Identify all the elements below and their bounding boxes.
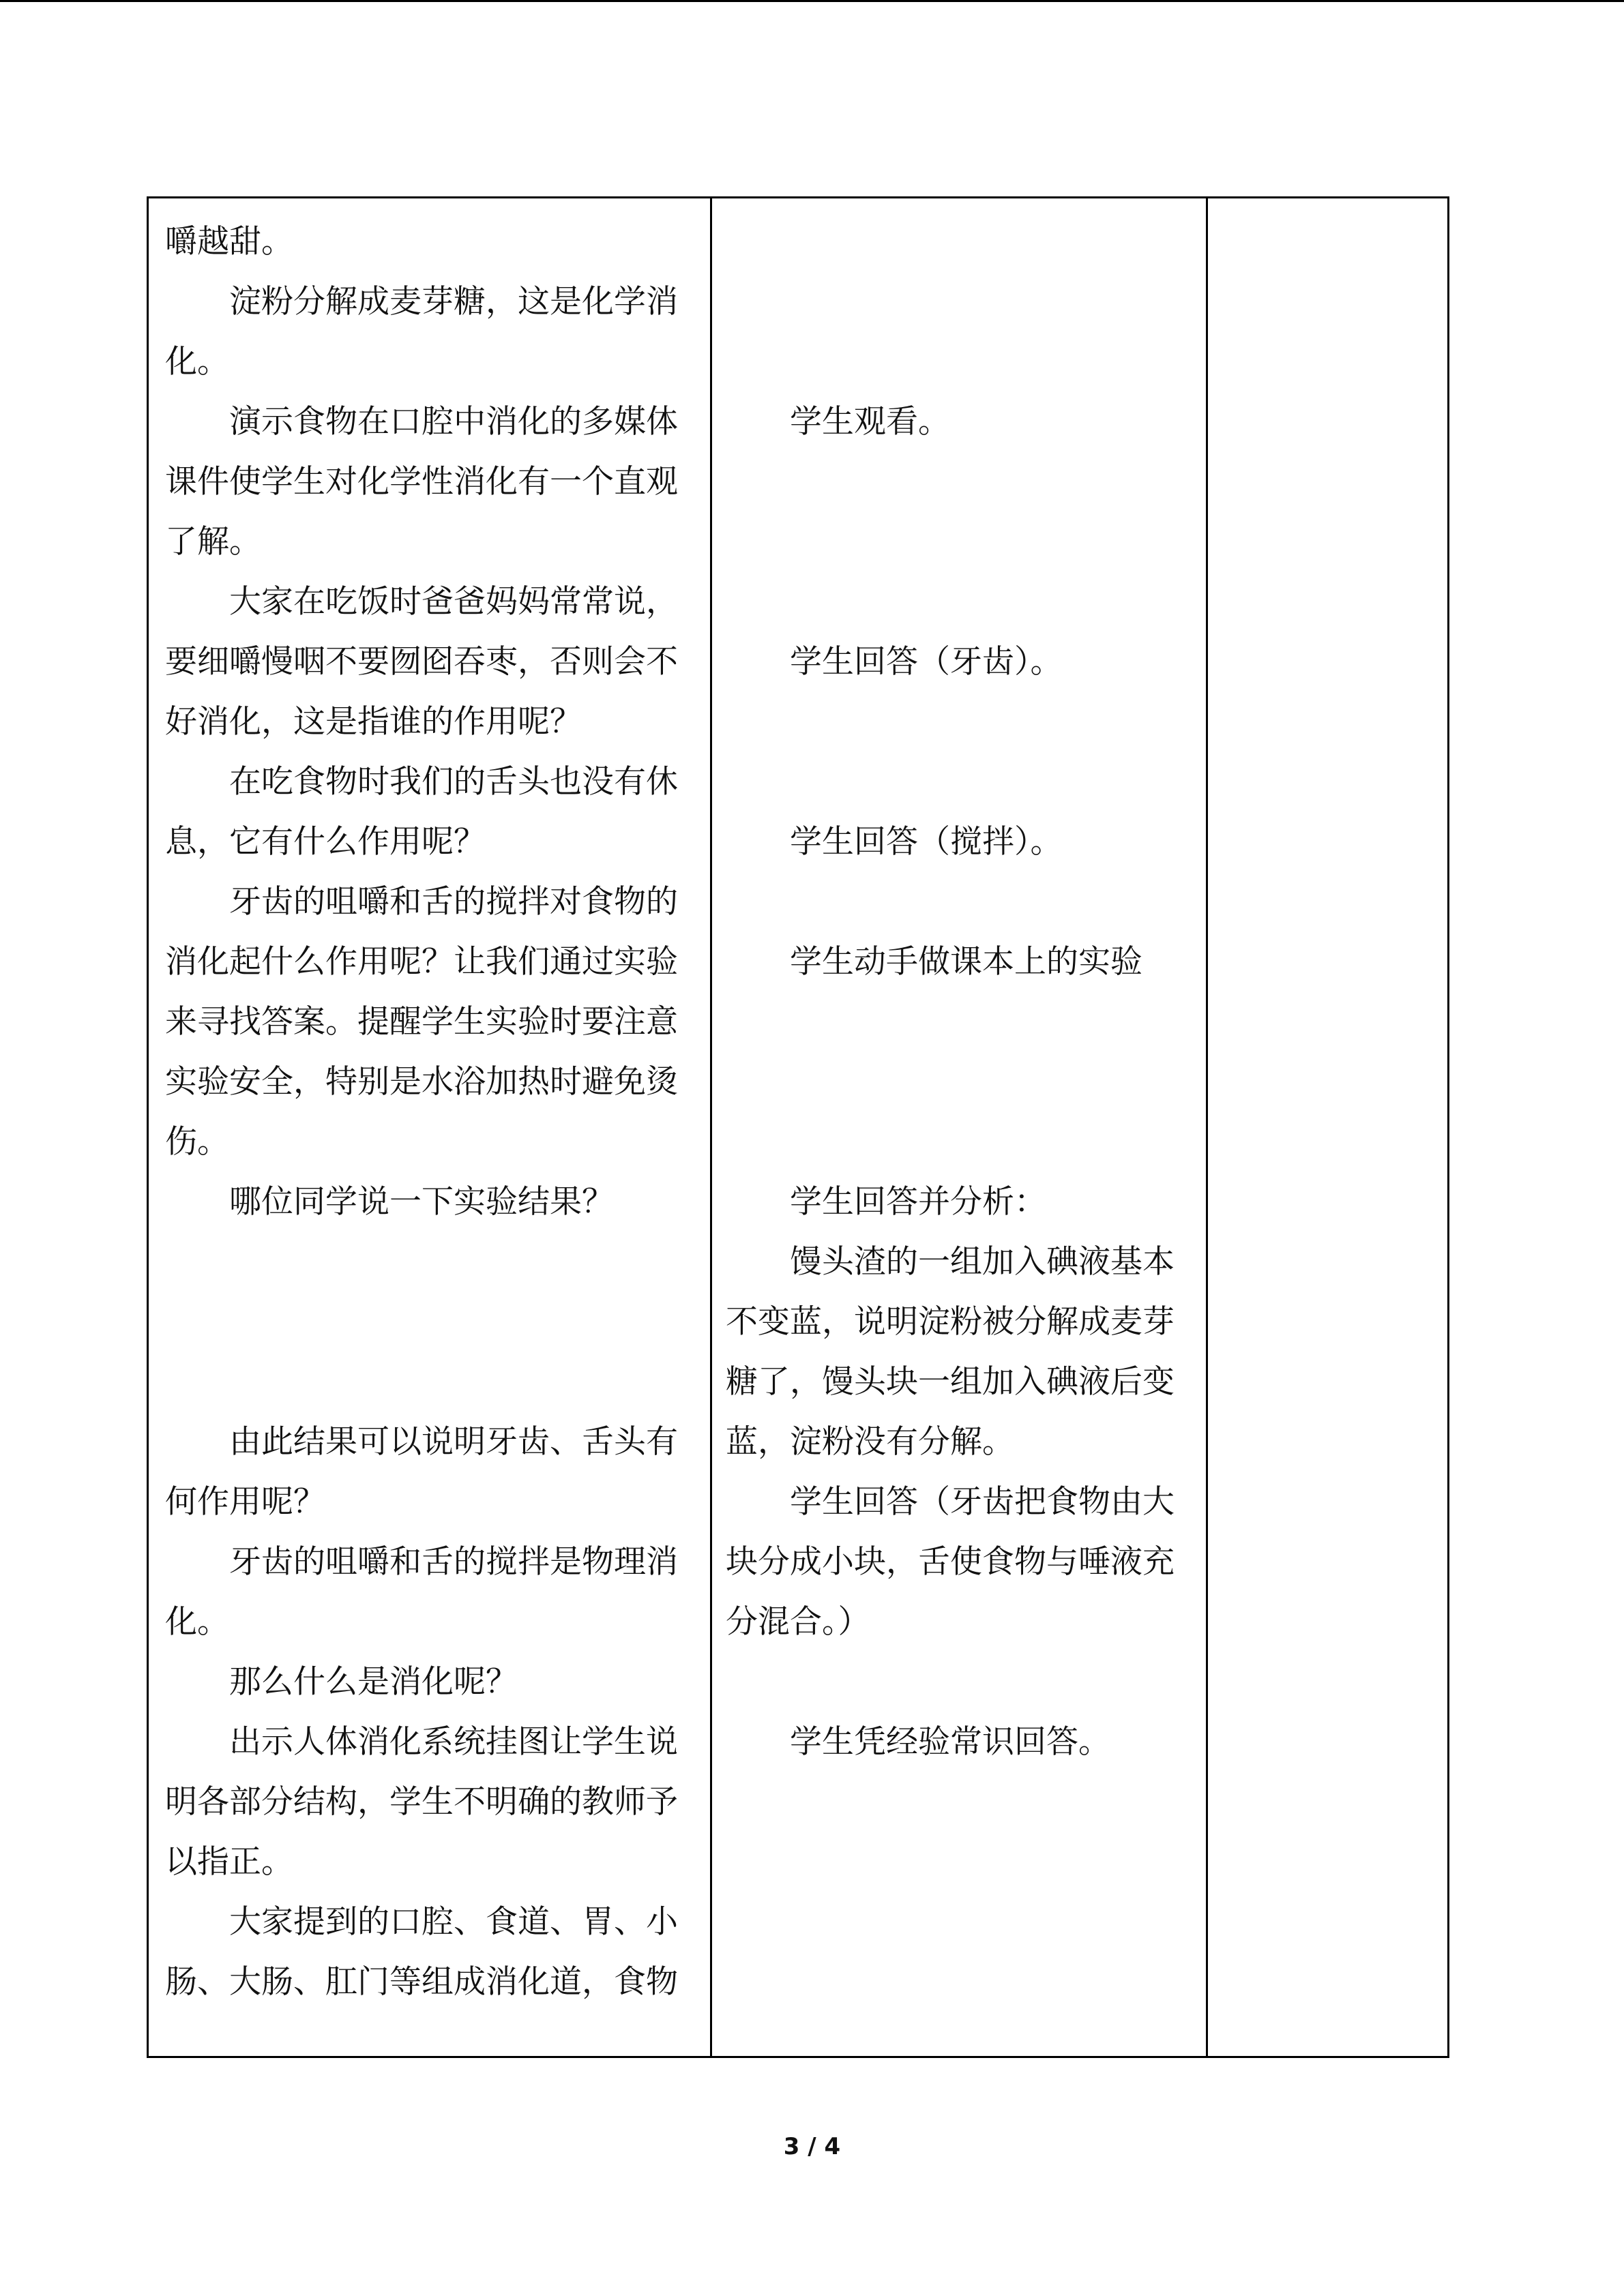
- text-line: 糖了，馒头块一组加入碘液后变: [726, 1363, 1175, 1401]
- page-top-border: [0, 0, 1624, 2]
- text-line: [726, 692, 1196, 752]
- text-line: [726, 1652, 1196, 1712]
- text-line: 明各部分结构，学生不明确的教师予: [165, 1783, 678, 1821]
- text-line: 淀粉分解成麦芽糖，这是化学消: [229, 283, 678, 320]
- text-line: 消化起什么作用呢？让我们通过实验: [165, 943, 678, 981]
- text-line: 那么什么是消化呢？: [229, 1663, 518, 1701]
- text-line: 实验安全，特别是水浴加热时避免烫: [165, 1063, 678, 1101]
- text-line: 学生回答（牙齿把食物由大: [790, 1483, 1175, 1521]
- text-line: 嚼越甜。: [165, 223, 293, 260]
- text-line: 学生回答（牙齿）。: [790, 643, 1063, 681]
- text-line: 化。: [165, 343, 229, 381]
- text-line: 何作用呢？: [165, 1483, 325, 1521]
- text-line: 课件使学生对化学性消化有一个直观: [165, 463, 678, 501]
- text-line: [165, 1352, 700, 1412]
- text-line: [726, 992, 1196, 1052]
- teacher-activity-column: [149, 198, 710, 2056]
- text-line: 好消化，这是指谁的作用呢？: [165, 703, 582, 741]
- design-intent-column: [1208, 198, 1449, 2056]
- text-line: 学生回答（搅拌）。: [790, 823, 1063, 861]
- text-line: 学生动手做课本上的实验: [790, 943, 1142, 981]
- text-line: 学生凭经验常识回答。: [790, 1723, 1110, 1761]
- text-line: [726, 872, 1196, 932]
- text-line: 牙齿的咀嚼和舌的搅拌对食物的: [229, 883, 678, 921]
- text-line: 在吃食物时我们的舌头也没有休: [229, 763, 678, 801]
- text-line: 牙齿的咀嚼和舌的搅拌是物理消: [229, 1543, 678, 1581]
- text-line: [165, 1232, 700, 1292]
- text-line: [726, 332, 1196, 392]
- text-line: 息，它有什么作用呢？: [165, 823, 486, 861]
- text-line: 块分成小块，舌使食物与唾液充: [726, 1543, 1175, 1581]
- text-line: 了解。: [165, 523, 261, 561]
- text-line: 学生观看。: [790, 403, 950, 441]
- text-line: 大家提到的口腔、食道、胃、小: [229, 1903, 678, 1941]
- text-line: 化。: [165, 1603, 229, 1641]
- text-line: 蓝，淀粉没有分解。: [726, 1423, 1014, 1461]
- text-line: 要细嚼慢咽不要囫囵吞枣，否则会不: [165, 643, 678, 681]
- text-line: 以指正。: [165, 1843, 293, 1881]
- text-line: [726, 1052, 1196, 1112]
- text-line: 学生回答并分析：: [790, 1183, 1046, 1221]
- text-line: [726, 512, 1196, 572]
- text-line: 出示人体消化系统挂图让学生说: [229, 1723, 678, 1761]
- text-line: [726, 272, 1196, 332]
- text-line: [726, 752, 1196, 812]
- lesson-plan-table: [147, 196, 1449, 2058]
- text-line: [726, 572, 1196, 632]
- text-line: 演示食物在口腔中消化的多媒体: [229, 403, 678, 441]
- text-line: [726, 452, 1196, 512]
- text-line: 伤。: [165, 1123, 229, 1161]
- text-line: 不变蓝，说明淀粉被分解成麦芽: [726, 1303, 1175, 1341]
- text-line: [165, 1292, 700, 1352]
- student-activity-column: [712, 198, 1206, 2056]
- text-line: 大家在吃饭时爸爸妈妈常常说，: [229, 583, 678, 621]
- text-line: 分混合。）: [726, 1603, 870, 1641]
- text-line: 由此结果可以说明牙齿、舌头有: [229, 1423, 678, 1461]
- page-number: 3 / 4: [783, 2133, 841, 2160]
- text-line: 馒头渣的一组加入碘液基本: [790, 1243, 1175, 1281]
- text-line: [726, 1112, 1196, 1172]
- text-line: [726, 212, 1196, 272]
- text-line: 哪位同学说一下实验结果？: [229, 1183, 614, 1221]
- text-line: 肠、大肠、肛门等组成消化道，食物: [165, 1963, 678, 2001]
- text-line: 来寻找答案。提醒学生实验时要注意: [165, 1003, 678, 1041]
